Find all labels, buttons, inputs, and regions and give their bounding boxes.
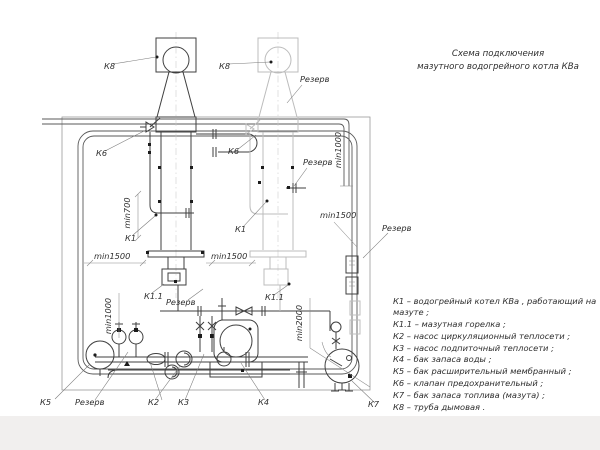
label-k8-reserve: К8 xyxy=(219,61,231,71)
label-k11-main: К1.1 xyxy=(144,291,163,301)
feed-pumps-k3 xyxy=(196,316,216,352)
legend-item-k2: К2 – насос циркуляционный теплосети ; xyxy=(393,330,571,341)
label-min2000: min2000 xyxy=(294,304,304,342)
label-k4: К4 xyxy=(258,397,270,407)
reserve-stub xyxy=(286,183,306,193)
label-min1000-right: min1000 xyxy=(333,131,343,169)
legend-item-k7: К7 – бак запаса топлива (мазута) ; xyxy=(393,389,545,400)
label-k8-main: К8 xyxy=(104,61,116,71)
label-min1500-left: min1500 xyxy=(94,251,131,261)
legend-item-k8: К8 – труба дымовая . xyxy=(393,401,486,412)
label-reserve-top: Резерв xyxy=(303,157,333,167)
label-reserve-chimney: Резерв xyxy=(300,74,330,84)
boiler-main xyxy=(146,132,204,285)
label-k6-main: К6 xyxy=(96,148,108,158)
legend-item-k6: К6 – клапан предохранительный ; xyxy=(393,378,544,389)
label-reserve-bottom: Резерв xyxy=(75,397,105,407)
legend-item-k1: К1 – водогрейный котел КВа , работающий на мазуте ; xyxy=(393,296,597,318)
leader-lines xyxy=(55,56,388,404)
legend-item-k3: К3 – насос подпиточный теплосети ; xyxy=(393,342,554,353)
fuel-line xyxy=(160,285,330,331)
drawing-title xyxy=(398,48,598,73)
title-line2: мазутного водогрейного котла КВа xyxy=(417,61,579,72)
label-k3: К3 xyxy=(178,397,190,407)
label-k7: К7 xyxy=(368,399,380,409)
label-min1500-mid: min1500 xyxy=(211,251,248,261)
manifold-pipes xyxy=(95,352,308,388)
legend xyxy=(393,296,597,413)
label-min1500-right: min1500 xyxy=(320,210,357,220)
safety-valve-main xyxy=(140,118,194,218)
fuel-tank-k7 xyxy=(322,322,359,391)
label-k1-main: К1 xyxy=(125,233,137,243)
label-k6-reserve: К6 xyxy=(228,146,240,156)
label-k1-reserve: К1 xyxy=(235,224,247,234)
label-min1000-left: min1000 xyxy=(103,297,113,335)
label-k2: К2 xyxy=(148,397,160,407)
label-k11-reserve: К1.1 xyxy=(265,292,284,302)
title-line1: Схема подключения xyxy=(451,49,545,59)
label-reserve-mid: Резерв xyxy=(166,297,196,307)
legend-item-k11: К1.1 – мазутная горелка ; xyxy=(393,319,506,330)
label-reserve-right: Резерв xyxy=(382,223,412,233)
makeup-pumps xyxy=(112,322,143,366)
expansion-tank-k5 xyxy=(86,341,114,376)
legend-item-k5: К5 – бак расширительный мембранный ; xyxy=(393,366,572,377)
legend-item-k4: К4 – бак запаса воды ; xyxy=(393,354,492,365)
wall-mounted-boxes xyxy=(346,256,360,334)
label-min700: min700 xyxy=(122,197,132,229)
label-k5: К5 xyxy=(40,397,52,407)
